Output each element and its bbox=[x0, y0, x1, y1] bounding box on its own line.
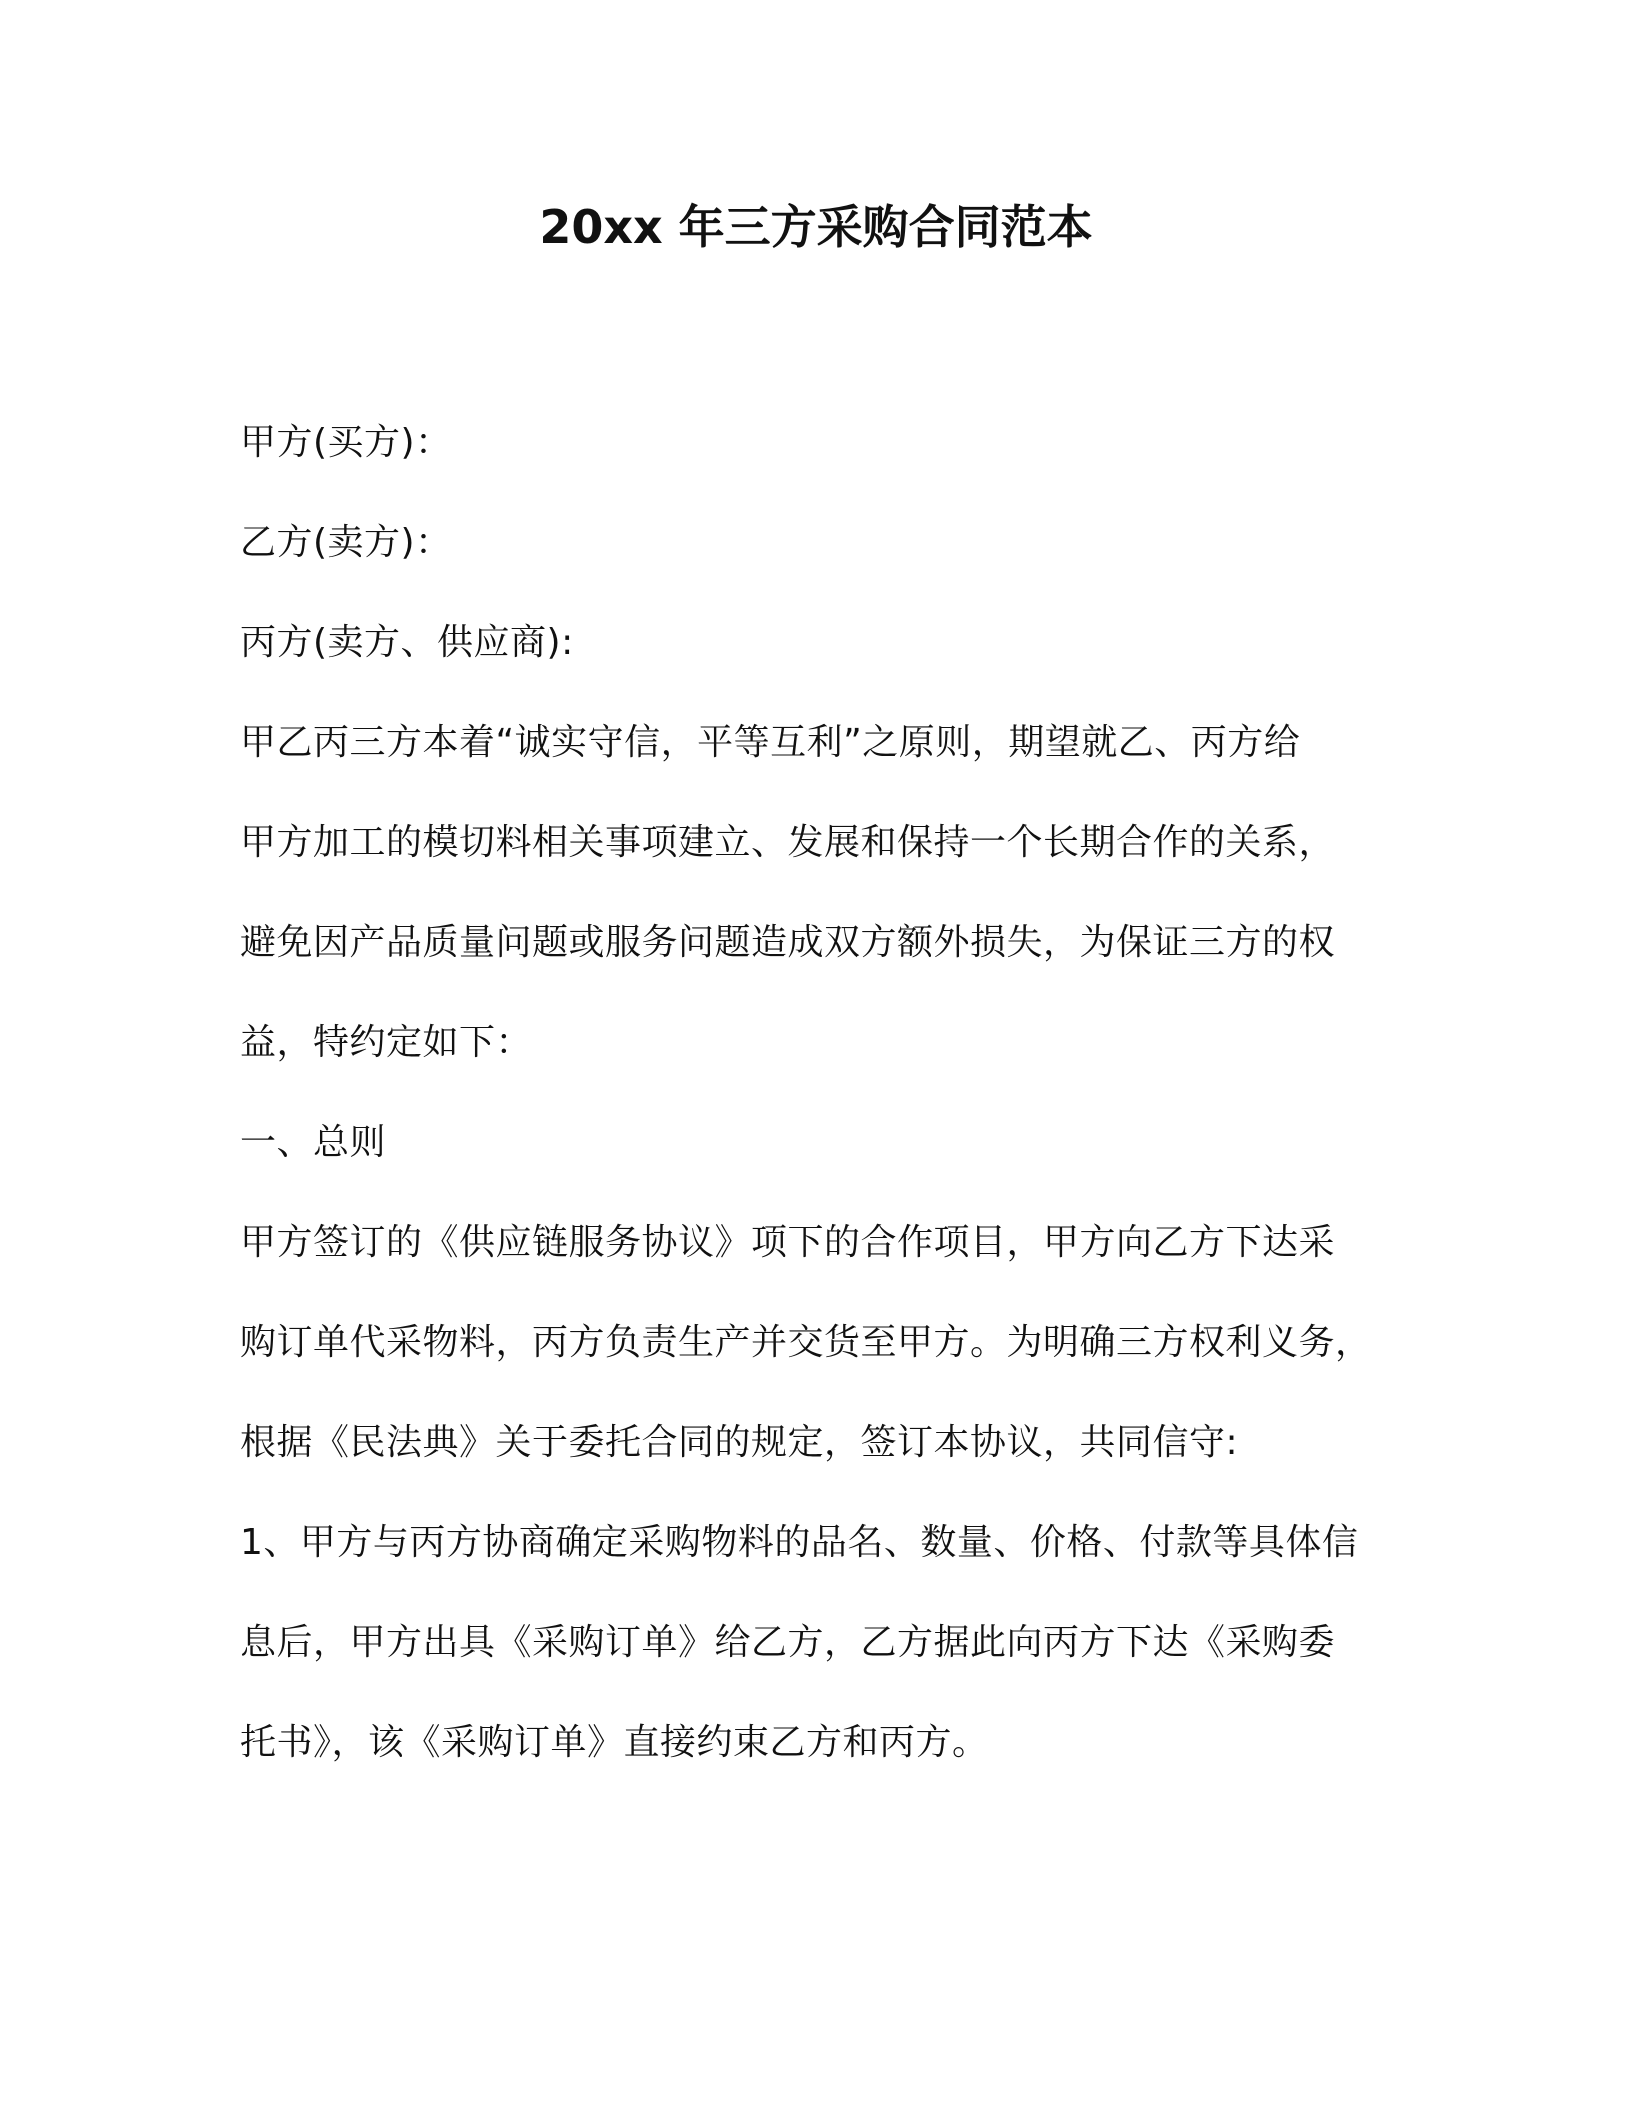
section-paragraph-line: 购订单代采物料，丙方负责生产并交货至甲方。为明确三方权利义务， bbox=[240, 1322, 1372, 1363]
clause-line: 托书》，该《采购订单》直接约束乙方和丙方。 bbox=[240, 1722, 989, 1763]
preamble-line: 甲乙丙三方本着“诚实守信，平等互利”之原则，期望就乙、丙方给 bbox=[240, 722, 1301, 763]
preamble-line: 甲方加工的模切料相关事项建立、发展和保持一个长期合作的关系， bbox=[240, 822, 1336, 863]
preamble-line: 益，特约定如下： bbox=[240, 1022, 533, 1063]
party-b-line: 乙方(卖方)： bbox=[240, 522, 452, 563]
document-title: 20xx 年三方采购合同范本 bbox=[539, 200, 1093, 254]
clause-line: 1、甲方与丙方协商确定采购物料的品名、数量、价格、付款等具体信 bbox=[240, 1522, 1359, 1563]
preamble-line: 避免因产品质量问题或服务问题造成双方额外损失，为保证三方的权 bbox=[240, 922, 1336, 963]
party-a-line: 甲方(买方)： bbox=[240, 422, 452, 463]
section-heading: 一、总则 bbox=[240, 1122, 387, 1163]
section-paragraph-line: 根据《民法典》关于委托合同的规定，签订本协议，共同信守: bbox=[240, 1422, 1239, 1463]
party-c-line: 丙方(卖方、供应商): bbox=[240, 622, 574, 663]
section-paragraph-line: 甲方签订的《供应链服务协议》项下的合作项目，甲方向乙方下达采 bbox=[240, 1222, 1336, 1263]
clause-line: 息后，甲方出具《采购订单》给乙方，乙方据此向丙方下达《采购委 bbox=[240, 1622, 1336, 1663]
